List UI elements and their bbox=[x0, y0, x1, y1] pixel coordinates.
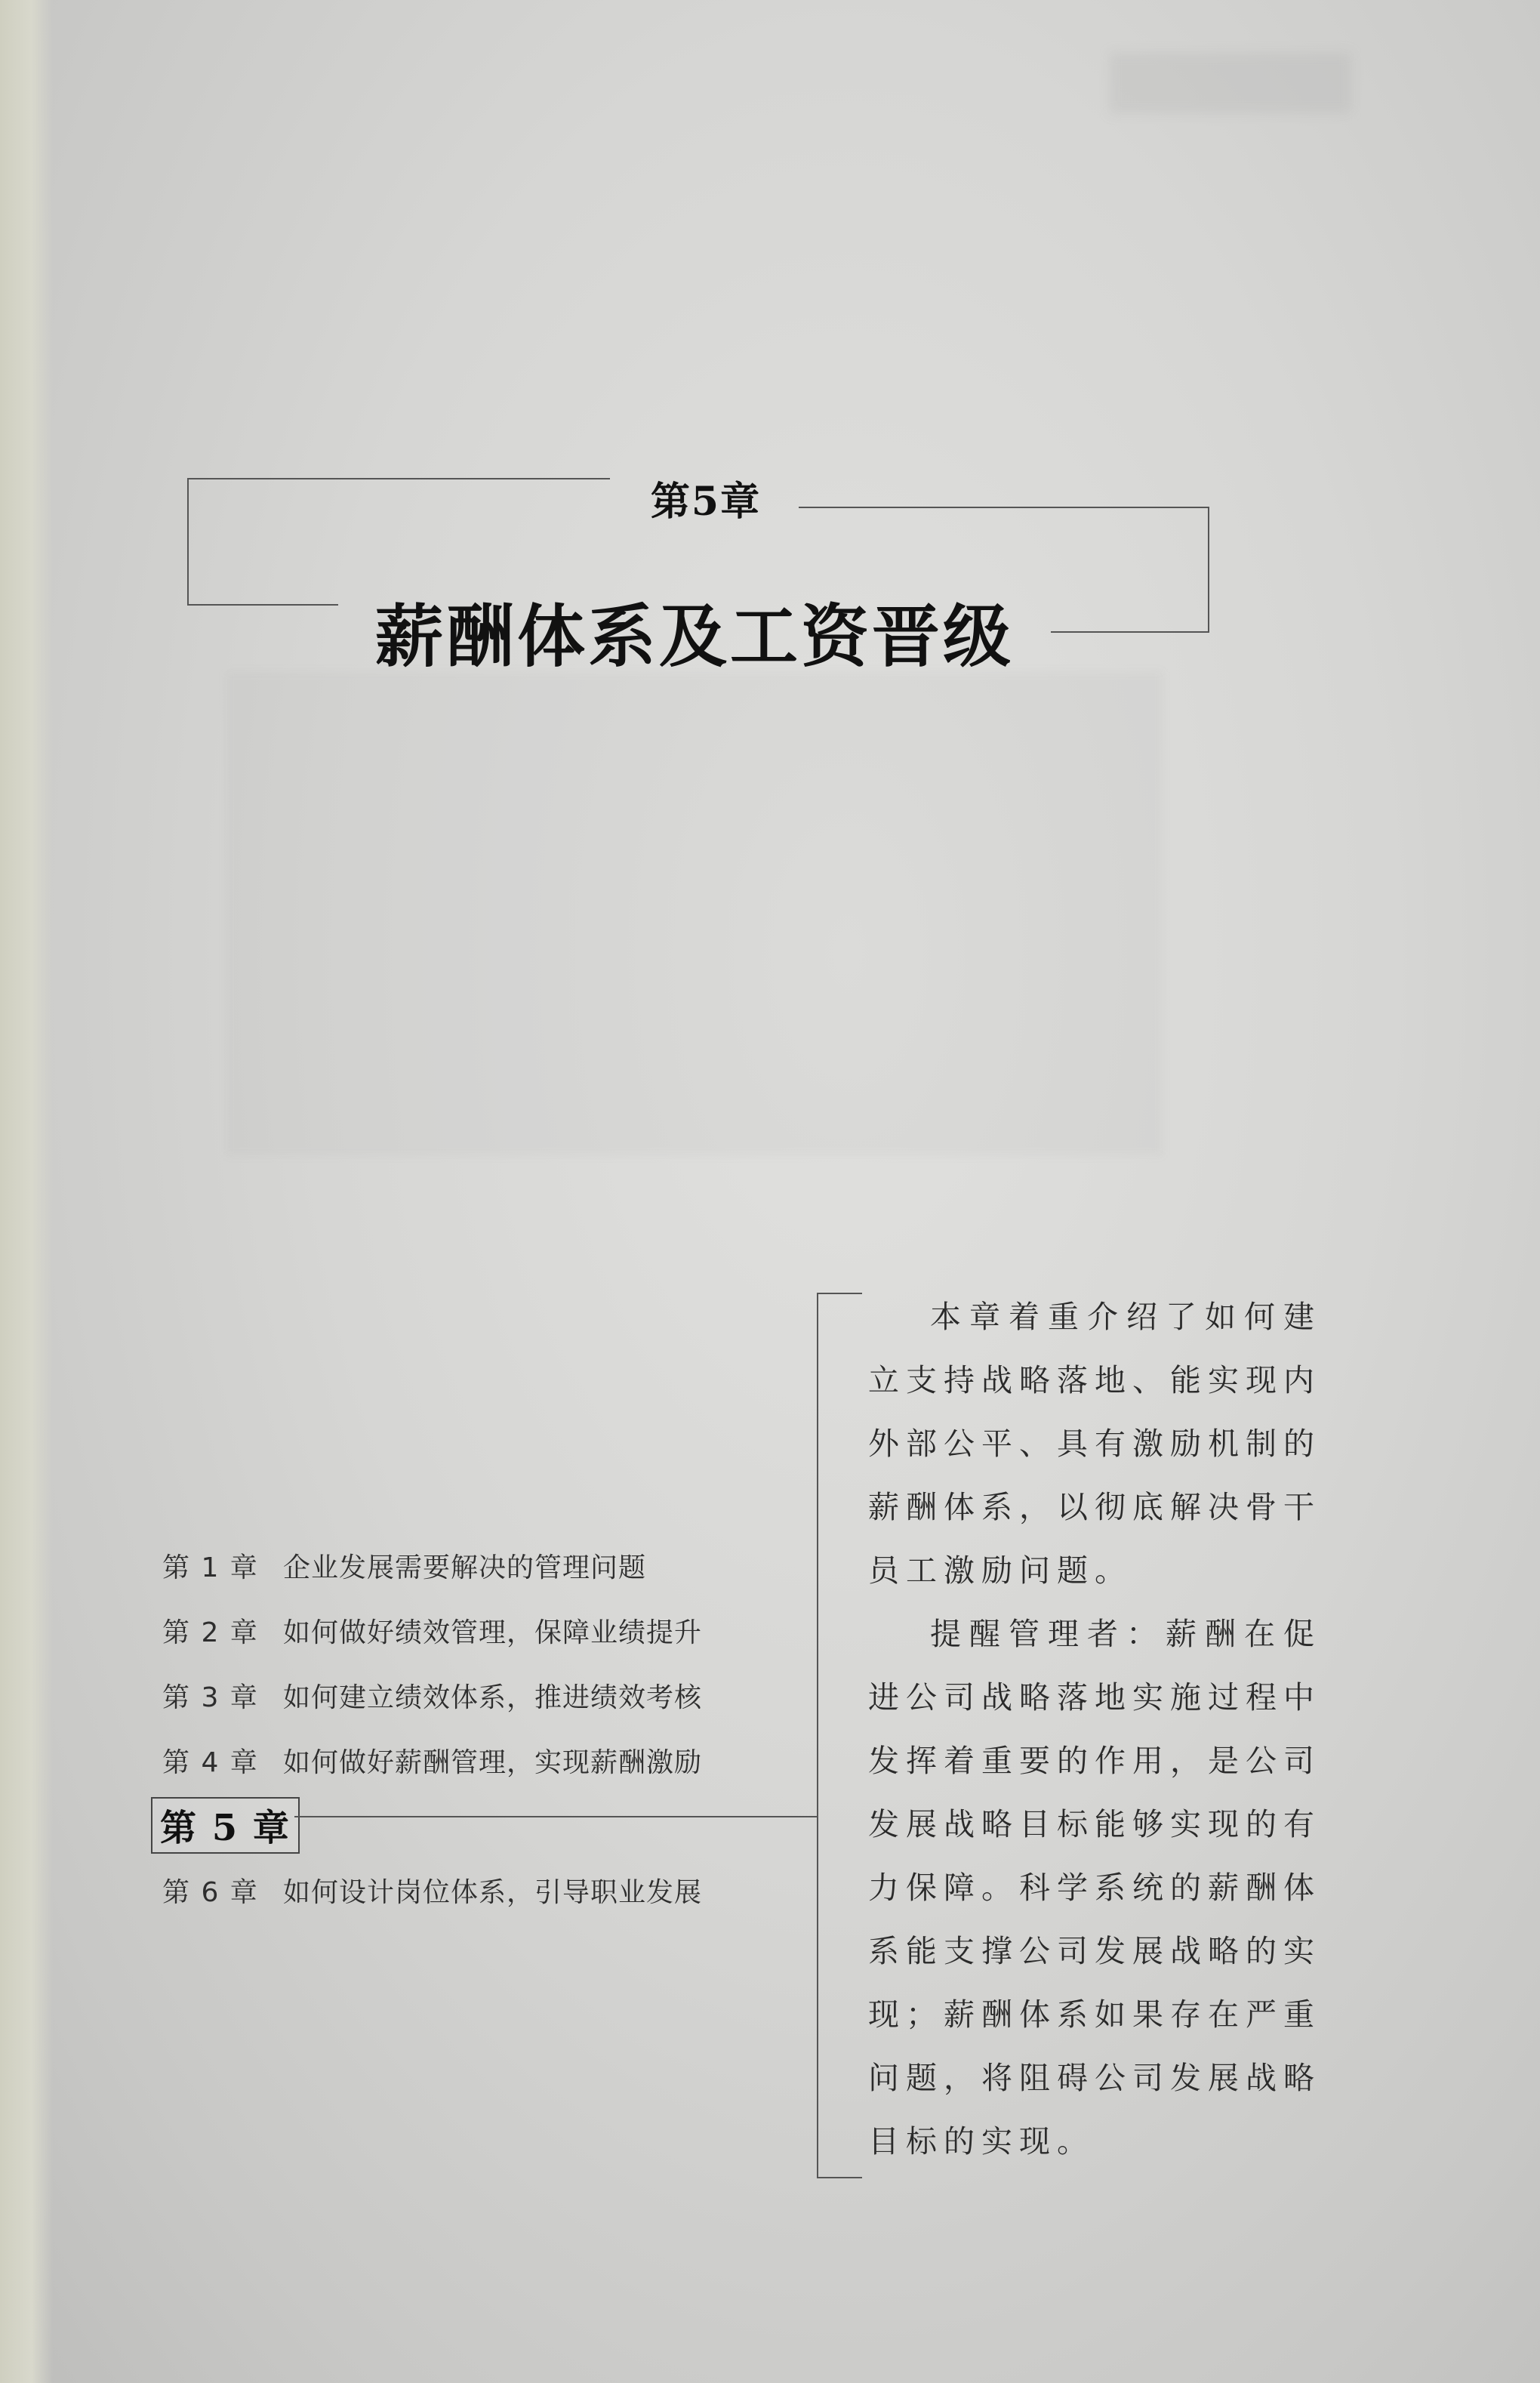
current-chapter-connector-line bbox=[294, 1816, 818, 1817]
description-paragraph: 提醒管理者：薪酬在促进公司战略落地实施过程中发挥着重要的作用，是公司发展战略目标能够实现的有力保障。科学系统的薪酬体系能支撑公司发展战略的实现；薪酬体系如果存在严重问题，将阻碍公司发展战略目标的实现。 bbox=[868, 1616, 1321, 2159]
chapter-label: 第5章 bbox=[650, 479, 762, 525]
chapter-name: 如何建立绩效体系，推进绩效考核 bbox=[283, 1682, 703, 1713]
chapter-number: 第 4 章 bbox=[162, 1747, 259, 1778]
chapter-list-item bbox=[162, 1667, 827, 1732]
chapter-number: 第 2 章 bbox=[162, 1617, 259, 1648]
chapter-number: 第 6 章 bbox=[162, 1877, 259, 1908]
title-frame-line bbox=[187, 478, 610, 479]
title-frame-line bbox=[187, 604, 338, 606]
description-frame-line bbox=[817, 2177, 862, 2178]
chapter-name: 如何做好绩效管理，保障业绩提升 bbox=[283, 1617, 703, 1648]
chapter-list-item bbox=[162, 1537, 827, 1602]
title-frame-line bbox=[1208, 507, 1209, 632]
title-frame-line bbox=[187, 478, 189, 605]
chapter-list-item bbox=[162, 1732, 827, 1797]
chapter-name: 企业发展需要解决的管理问题 bbox=[283, 1552, 647, 1583]
header-tab-bleed bbox=[1110, 53, 1351, 113]
chapter-list-item bbox=[162, 1862, 827, 1927]
chapter-number: 第 3 章 bbox=[162, 1682, 259, 1713]
current-chapter-marker: 第 5 章 bbox=[151, 1797, 300, 1854]
chapter-number: 第 1 章 bbox=[162, 1552, 259, 1583]
title-frame-line bbox=[1051, 631, 1209, 633]
chapter-name: 如何设计岗位体系，引导职业发展 bbox=[283, 1877, 703, 1908]
chapter-list bbox=[162, 1537, 827, 1927]
chapter-title: 薪酬体系及工资晋级 bbox=[375, 597, 1014, 677]
title-frame-line bbox=[799, 507, 1209, 508]
chapter-list-item bbox=[162, 1602, 827, 1667]
description-paragraph: 本章着重介绍了如何建立支持战略落地、能实现内外部公平、具有激励机制的薪酬体系，以彻底解决骨干员工激励问题。 bbox=[868, 1299, 1321, 1589]
chapter-list-item-current bbox=[162, 1797, 827, 1862]
description-frame-line bbox=[817, 1293, 862, 1294]
chapter-description bbox=[868, 1285, 1321, 2173]
chapter-name: 如何做好薪酬管理，实现薪酬激励 bbox=[283, 1747, 703, 1778]
reverse-side-bleed bbox=[226, 672, 1163, 1155]
page-edge-shadow bbox=[0, 0, 53, 2383]
